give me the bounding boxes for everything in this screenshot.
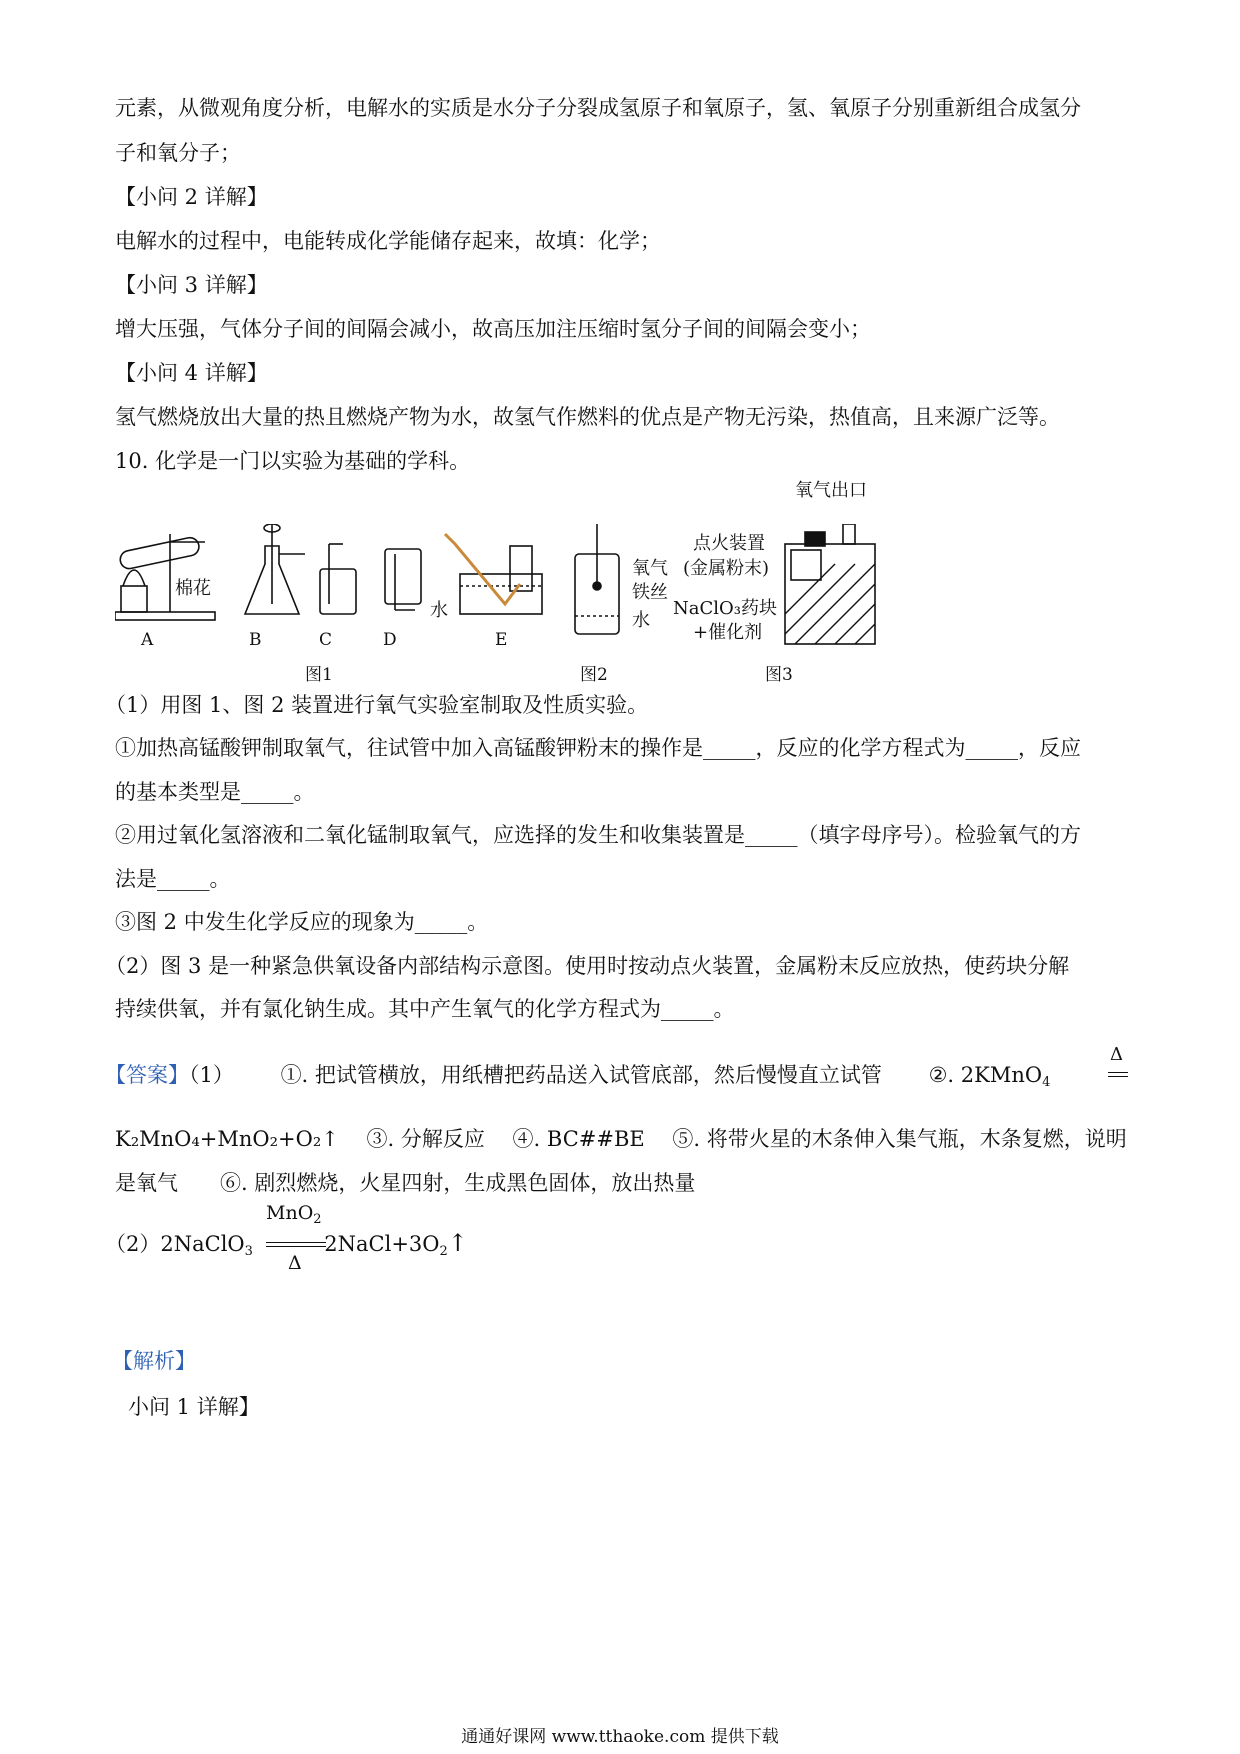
question-title: 10. 化学是一门以实验为基础的学科。 (115, 449, 471, 473)
iron-wire-label: 铁丝 (632, 582, 668, 603)
metal-powder-label: (金属粉末) (683, 558, 770, 579)
reaction-condition-bar (266, 1242, 326, 1247)
caption-fig1: 图1 (305, 665, 333, 685)
water-trough (460, 574, 542, 614)
answer-line-2: K₂MnO₄+MnO₂+O₂↑ ③. 分解反应 ④. BC##BE ⑤. 将带火星的木条伸入集气瓶，木条复燃，说明 (115, 1127, 1127, 1151)
answer-line-1: 【答案】（1） ①. 把试管横放，用纸槽把药品送入试管底部，然后慢慢直立试管 ②. 2KMnO$_4$ (105, 1063, 1051, 1090)
block-label: NaClO₃药块 (673, 598, 777, 619)
answer-line-3: 是氧气 ⑥. 剧烈燃烧，火星四射，生成黑色固体，放出热量 (115, 1171, 696, 1195)
delta-symbol: Δ (1110, 1044, 1123, 1065)
catalyst-over-arrow: MnO$_2$ (266, 1202, 322, 1227)
label-d: D (383, 630, 397, 650)
analysis-line: 小问 1 详解】 (128, 1395, 260, 1419)
lamp-block (121, 586, 147, 612)
stand-base (115, 612, 215, 620)
analysis-tag: 【解析】 (112, 1349, 196, 1373)
gas-bottle-d (385, 549, 421, 604)
gas-bottle-c (320, 569, 356, 614)
catalyst-label: +催化剂 (693, 622, 763, 643)
apparatus-diagram (115, 524, 975, 764)
question-item: 法是_____。 (115, 867, 231, 891)
equals-sign (1108, 1072, 1128, 1077)
text-line: 电解水的过程中，电能转成化学能储存起来，故填：化学； (115, 229, 661, 253)
oxygen-label: 氧气 (632, 558, 668, 579)
question-item: ③图 2 中发生化学反应的现象为_____。 (115, 910, 489, 934)
question-part2: （2）图 3 是一种紧急供氧设备内部结构示意图。使用时按动点火装置，金属粉末反应放热，使药块分解 (105, 954, 1070, 978)
section-heading: 【小问 2 详解】 (115, 185, 268, 209)
equation-2: （2）2NaClO$_3$ $2NaCl+3O_2↑$ (105, 1229, 468, 1259)
label-e: E (495, 630, 508, 650)
caption-fig3: 图3 (765, 665, 793, 685)
section-heading: 【小问 4 详解】 (115, 361, 268, 385)
alcohol-lamp (123, 570, 145, 586)
label-c: C (319, 630, 333, 650)
label-a: A (141, 630, 154, 650)
test-tube (119, 536, 201, 570)
oxygen-outlet-label: 氧气出口 (795, 480, 867, 501)
apparatus-figure (115, 480, 975, 764)
question-item: 的基本类型是_____。 (115, 780, 315, 804)
cotton-label: 棉花 (175, 578, 211, 599)
text-line: 子和氧分子； (115, 141, 241, 165)
fig2-water-label: 水 (632, 610, 650, 631)
label-b: B (249, 630, 262, 650)
delta-under-arrow: Δ (288, 1252, 302, 1274)
section-heading: 【小问 3 详解】 (115, 273, 268, 297)
text-line: 增大压强，气体分子间的间隔会减小，故高压加注压缩时氢分子间的间隔会变小； (115, 317, 871, 341)
water-label: 水 (430, 600, 448, 621)
question-item: ①加热高锰酸钾制取氧气，往试管中加入高锰酸钾粉末的操作是_____，反应的化学方程式为_____，反应 (115, 736, 1081, 760)
question-part1: （1）用图 1、图 2 装置进行氧气实验室制取及性质实验。 (105, 693, 649, 717)
page-footer: 通通好课网 www.tthaoke.com 提供下载 (461, 1727, 779, 1747)
text-line: 元素，从微观角度分析，电解水的实质是水分子分裂成氢原子和氧原子，氢、氧原子分别重新组合成氢分 (115, 96, 1081, 120)
answer-tag: 【答案】 (105, 1063, 189, 1087)
question-item: ②用过氧化氢溶液和二氧化锰制取氧气，应选择的发生和收集装置是_____（填字母序号）。检验氧气的方 (115, 823, 1081, 847)
ignite-label: 点火装置 (693, 533, 765, 554)
question-item: 持续供氧，并有氯化钠生成。其中产生氧气的化学方程式为_____。 (115, 997, 735, 1021)
text-line: 氢气燃烧放出大量的热且燃烧产物为水，故氢气作燃料的优点是产物无污染，热值高，且来源广泛等。 (115, 405, 1060, 429)
caption-fig2: 图2 (580, 665, 608, 685)
